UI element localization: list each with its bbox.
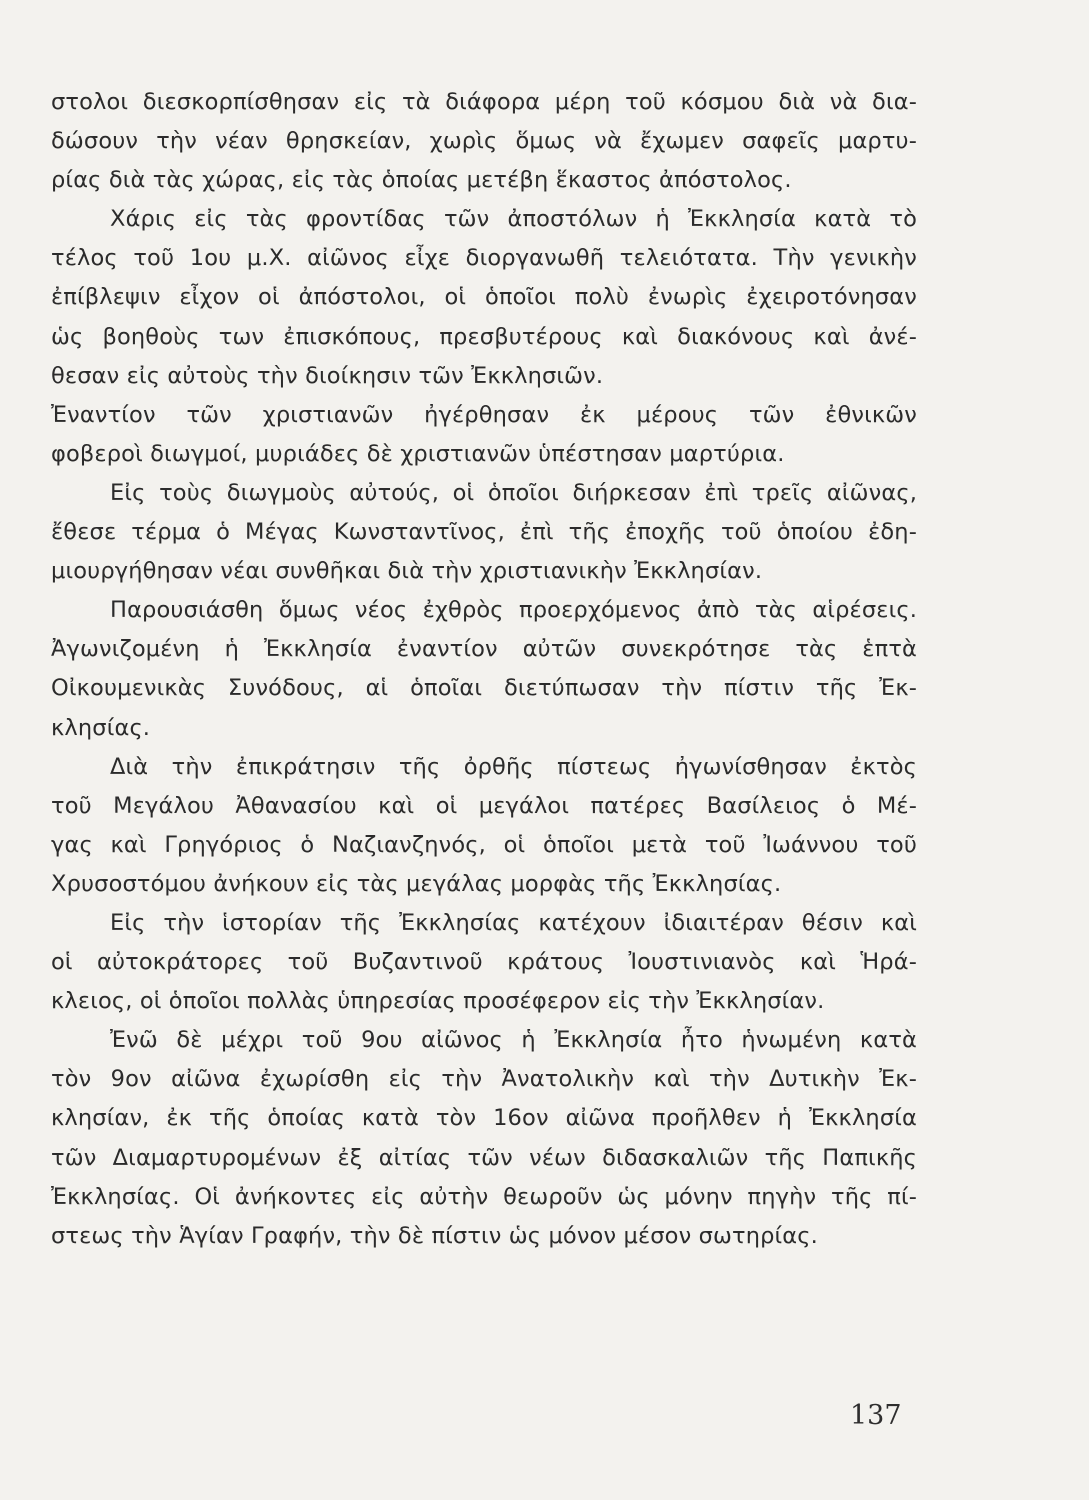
text-line: τοῦ Μεγάλου Ἀθανασίου καὶ οἱ μεγάλοι πατέρες Βασίλειος ὁ Μέ- <box>51 792 917 819</box>
text-line: ὡς βοηθοὺς των ἐπισκόπους, πρεσβυτέρους καὶ διακόνους καὶ ἀνέ- <box>51 323 917 350</box>
text-line: Εἰς τοὺς διωγμοὺς αὐτούς, οἱ ὁποῖοι διήρκεσαν ἐπὶ τρεῖς αἰῶνας, <box>110 479 917 506</box>
text-line: Ἐναντίον τῶν χριστιανῶν ἠγέρθησαν ἐκ μέρους τῶν ἐθνικῶν <box>51 401 917 428</box>
text-line: κλησίας. <box>51 714 151 741</box>
body-text <box>51 83 917 1256</box>
text-line: Εἰς τὴν ἱστορίαν τῆς Ἐκκλησίας κατέχουν ἰδιαιτέραν θέσιν καὶ <box>110 909 917 936</box>
text-line: στεως τὴν Ἁγίαν Γραφήν, τὴν δὲ πίστιν ὡς μόνον μέσον σωτηρίας. <box>51 1222 818 1249</box>
text-line: θεσαν εἰς αὐτοὺς τὴν διοίκησιν τῶν Ἐκκλησιῶν. <box>51 362 604 389</box>
text-line: ἔθεσε τέρμα ὁ Μέγας Κωνσταντῖνος, ἐπὶ τῆς ἐποχῆς τοῦ ὁποίου ἐδη- <box>51 519 917 546</box>
text-line: Οἰκουμενικὰς Συνόδους, αἱ ὁποῖαι διετύπωσαν τὴν πίστιν τῆς Ἐκ- <box>51 675 917 702</box>
text-line: κλησίαν, ἐκ τῆς ὁποίας κατὰ τὸν 16ον αἰῶνα προῆλθεν ἡ Ἐκκλησία <box>51 1105 917 1132</box>
text-line: τῶν Διαμαρτυρομένων ἐξ αἰτίας τῶν νέων διδασκαλιῶν τῆς Παπικῆς <box>51 1144 917 1171</box>
text-line: Ἐκκλησίας. Οἱ ἀνήκοντες εἰς αὐτὴν θεωροῦν ὡς μόνην πηγὴν τῆς πί- <box>51 1183 917 1210</box>
text-line: οἱ αὐτοκράτορες τοῦ Βυζαντινοῦ κράτους Ἰουστινιανὸς καὶ Ἡρά- <box>51 949 917 976</box>
page-number: 137 <box>850 1400 902 1431</box>
text-line: τὸν 9ον αἰῶνα ἐχωρίσθη εἰς τὴν Ἀνατολικὴν καὶ τὴν Δυτικὴν Ἐκ- <box>51 1066 917 1093</box>
text-line: γας καὶ Γρηγόριος ὁ Ναζιανζηνός, οἱ ὁποῖοι μετὰ τοῦ Ἰωάννου τοῦ <box>51 831 917 858</box>
text-line: Χάρις εἰς τὰς φροντίδας τῶν ἀποστόλων ἡ Ἐκκλησία κατὰ τὸ <box>110 206 917 233</box>
text-line: τέλος τοῦ 1ου μ.Χ. αἰῶνος εἶχε διοργανωθῆ τελειότατα. Τὴν γενικὴν <box>51 245 917 272</box>
text-line: Διὰ τὴν ἐπικράτησιν τῆς ὀρθῆς πίστεως ἠγωνίσθησαν ἐκτὸς <box>110 753 917 780</box>
text-line: δώσουν τὴν νέαν θρησκείαν, χωρὶς ὅμως νὰ ἔχωμεν σαφεῖς μαρτυ- <box>51 128 917 155</box>
text-line: ἐπίβλεψιν εἶχον οἱ ἀπόστολοι, οἱ ὁποῖοι πολὺ ἐνωρὶς ἐχειροτόνησαν <box>51 284 917 311</box>
text-line: Ἐνῶ δὲ μέχρι τοῦ 9ου αἰῶνος ἡ Ἐκκλησία ἦτο ἡνωμένη κατὰ <box>110 1027 917 1054</box>
text-line: φοβεροὶ διωγμοί, μυριάδες δὲ χριστιανῶν ὑπέστησαν μαρτύρια. <box>51 440 785 467</box>
text-line: Ἀγωνιζομένη ἡ Ἐκκλησία ἐναντίον αὐτῶν συνεκρότησε τὰς ἑπτὰ <box>51 636 917 663</box>
text-line: στολοι διεσκορπίσθησαν εἰς τὰ διάφορα μέρη τοῦ κόσμου διὰ νὰ δια- <box>51 89 917 115</box>
text-line: μιουργήθησαν νέαι συνθῆκαι διὰ τὴν χριστιανικὴν Ἐκκλησίαν. <box>51 558 763 585</box>
text-line: ρίας διὰ τὰς χώρας, εἰς τὰς ὁποίας μετέβη ἕκαστος ἀπόστολος. <box>51 167 792 194</box>
text-line: Χρυσοστόμου ἀνήκουν εἰς τὰς μεγάλας μορφὰς τῆς Ἐκκλησίας. <box>51 870 782 897</box>
text-line: κλειος, οἱ ὁποῖοι πολλὰς ὑπηρεσίας προσέφερον εἰς τὴν Ἐκκλησίαν. <box>51 988 825 1015</box>
text-line: Παρουσιάσθη ὅμως νέος ἐχθρὸς προερχόμενος ἀπὸ τὰς αἱρέσεις. <box>110 597 917 624</box>
